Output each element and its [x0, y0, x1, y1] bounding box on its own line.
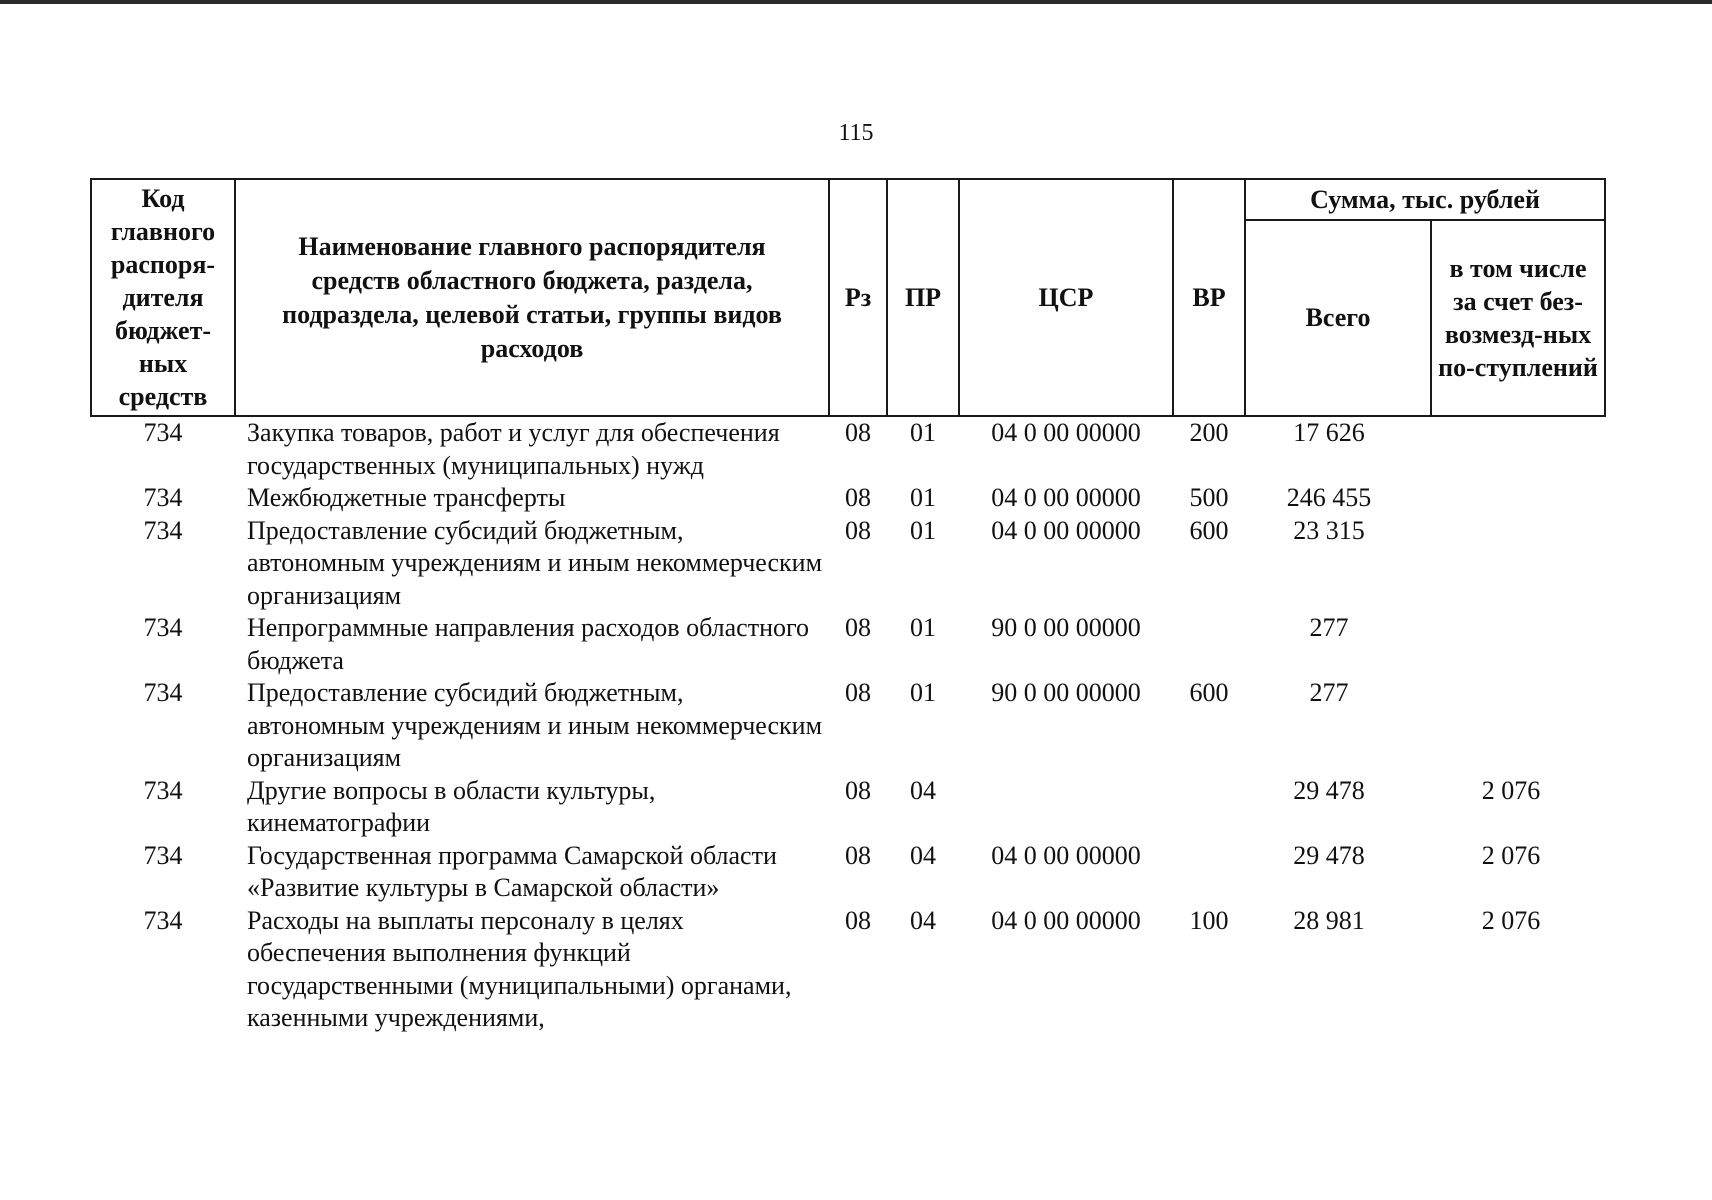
- row-code: 734: [143, 905, 183, 935]
- row-pr: 04: [910, 905, 936, 935]
- row-name: Расходы на выплаты персоналу в целях обеспечения выполнения функций государственными (муниципальными) органами, казенными учреждениями,: [247, 905, 792, 1032]
- row-vr: 200: [1189, 418, 1229, 447]
- row-pr: 01: [910, 613, 936, 642]
- table-row: [91, 612, 1605, 677]
- row-csr: 90 0 00 00000: [991, 678, 1141, 707]
- row-free: [1431, 677, 1605, 775]
- row-rz: 08: [845, 515, 871, 545]
- row-total: 17 626: [1293, 418, 1365, 447]
- row-total: 246 455: [1286, 483, 1372, 512]
- row-free: [1431, 482, 1605, 515]
- row-total: 29 478: [1293, 775, 1365, 805]
- header-vr: ВР: [1173, 179, 1245, 416]
- row-pr: 04: [910, 840, 936, 870]
- row-name: Непрограммные направления расходов областного бюджета: [247, 613, 809, 675]
- row-code: 734: [143, 418, 183, 447]
- row-total: 23 315: [1293, 515, 1365, 545]
- row-vr: [1173, 612, 1245, 677]
- header-total: Всего: [1245, 220, 1431, 417]
- row-pr: 01: [910, 483, 936, 512]
- row-total: 28 981: [1293, 905, 1365, 935]
- row-csr: 04 0 00 00000: [991, 905, 1141, 935]
- row-free: [1431, 612, 1605, 677]
- row-vr: [1173, 840, 1245, 905]
- row-csr: 90 0 00 00000: [991, 613, 1141, 642]
- header-csr: ЦСР: [959, 179, 1173, 416]
- table-body: [91, 416, 1605, 1035]
- row-name: Предоставление субсидий бюджетным, автономным учреждениям и иным некоммерческим организациям: [247, 515, 823, 610]
- row-pr: 01: [910, 515, 936, 545]
- header-sum-group: Сумма, тыс. рублей: [1245, 179, 1605, 220]
- row-rz: 08: [845, 418, 871, 447]
- row-vr: 100: [1189, 905, 1229, 935]
- row-rz: 08: [845, 840, 871, 870]
- row-csr: 04 0 00 00000: [991, 840, 1141, 870]
- row-total: 277: [1309, 613, 1349, 642]
- row-csr: [959, 775, 1173, 840]
- header-free: в том числе за счет без-возмезд-ных по-ступлений: [1431, 220, 1605, 417]
- row-free: 2 076: [1481, 905, 1541, 935]
- row-rz: 08: [845, 678, 871, 707]
- table-row: [91, 515, 1605, 613]
- row-code: 734: [143, 483, 183, 512]
- row-name: Закупка товаров, работ и услуг для обеспечения государственных (муниципальных) нужд: [247, 418, 780, 480]
- row-code: 734: [143, 775, 183, 805]
- header-code: Код главного распоря-дителя бюджет-ных средств: [91, 179, 235, 416]
- table-row: [91, 905, 1605, 1035]
- table-header: [91, 179, 1605, 416]
- row-rz: 08: [845, 613, 871, 642]
- row-total: 277: [1309, 678, 1349, 707]
- row-code: 734: [143, 515, 183, 545]
- row-vr: 500: [1189, 483, 1229, 512]
- row-pr: 01: [910, 418, 936, 447]
- row-name: Государственная программа Самарской области «Развитие культуры в Самарской области»: [247, 840, 777, 902]
- row-csr: 04 0 00 00000: [991, 483, 1141, 512]
- top-border-line: [0, 0, 1712, 4]
- row-csr: 04 0 00 00000: [991, 515, 1141, 545]
- header-rz: Рз: [829, 179, 887, 416]
- row-rz: 08: [845, 775, 871, 805]
- header-name: Наименование главного распорядителя средств областного бюджета, раздела, подраздела, целевой статьи, группы видов расходов: [235, 179, 829, 416]
- row-name: Другие вопросы в области культуры, кинематографии: [247, 775, 656, 837]
- row-free: 2 076: [1481, 840, 1541, 870]
- row-code: 734: [143, 840, 183, 870]
- row-free: [1431, 515, 1605, 613]
- row-total: 29 478: [1293, 840, 1365, 870]
- row-vr: [1173, 775, 1245, 840]
- row-pr: 01: [910, 678, 936, 707]
- row-code: 734: [143, 613, 183, 642]
- table-row: [91, 677, 1605, 775]
- row-name: Предоставление субсидий бюджетным, автономным учреждениям и иным некоммерческим организациям: [247, 678, 823, 772]
- row-vr: 600: [1189, 515, 1229, 545]
- row-rz: 08: [845, 483, 871, 512]
- row-csr: 04 0 00 00000: [991, 418, 1141, 447]
- table-row: [91, 482, 1605, 515]
- row-rz: 08: [845, 905, 871, 935]
- row-pr: 04: [910, 775, 936, 805]
- table-row: [91, 416, 1605, 482]
- row-vr: 600: [1189, 678, 1229, 707]
- row-free: 2 076: [1481, 775, 1541, 805]
- page-number: 115: [838, 120, 874, 146]
- row-free: [1431, 416, 1605, 482]
- header-pr: ПР: [887, 179, 959, 416]
- table-row: [91, 775, 1605, 840]
- row-code: 734: [143, 678, 183, 707]
- table-row: [91, 840, 1605, 905]
- budget-table: [90, 178, 1606, 1035]
- row-name: Межбюджетные трансферты: [247, 483, 566, 512]
